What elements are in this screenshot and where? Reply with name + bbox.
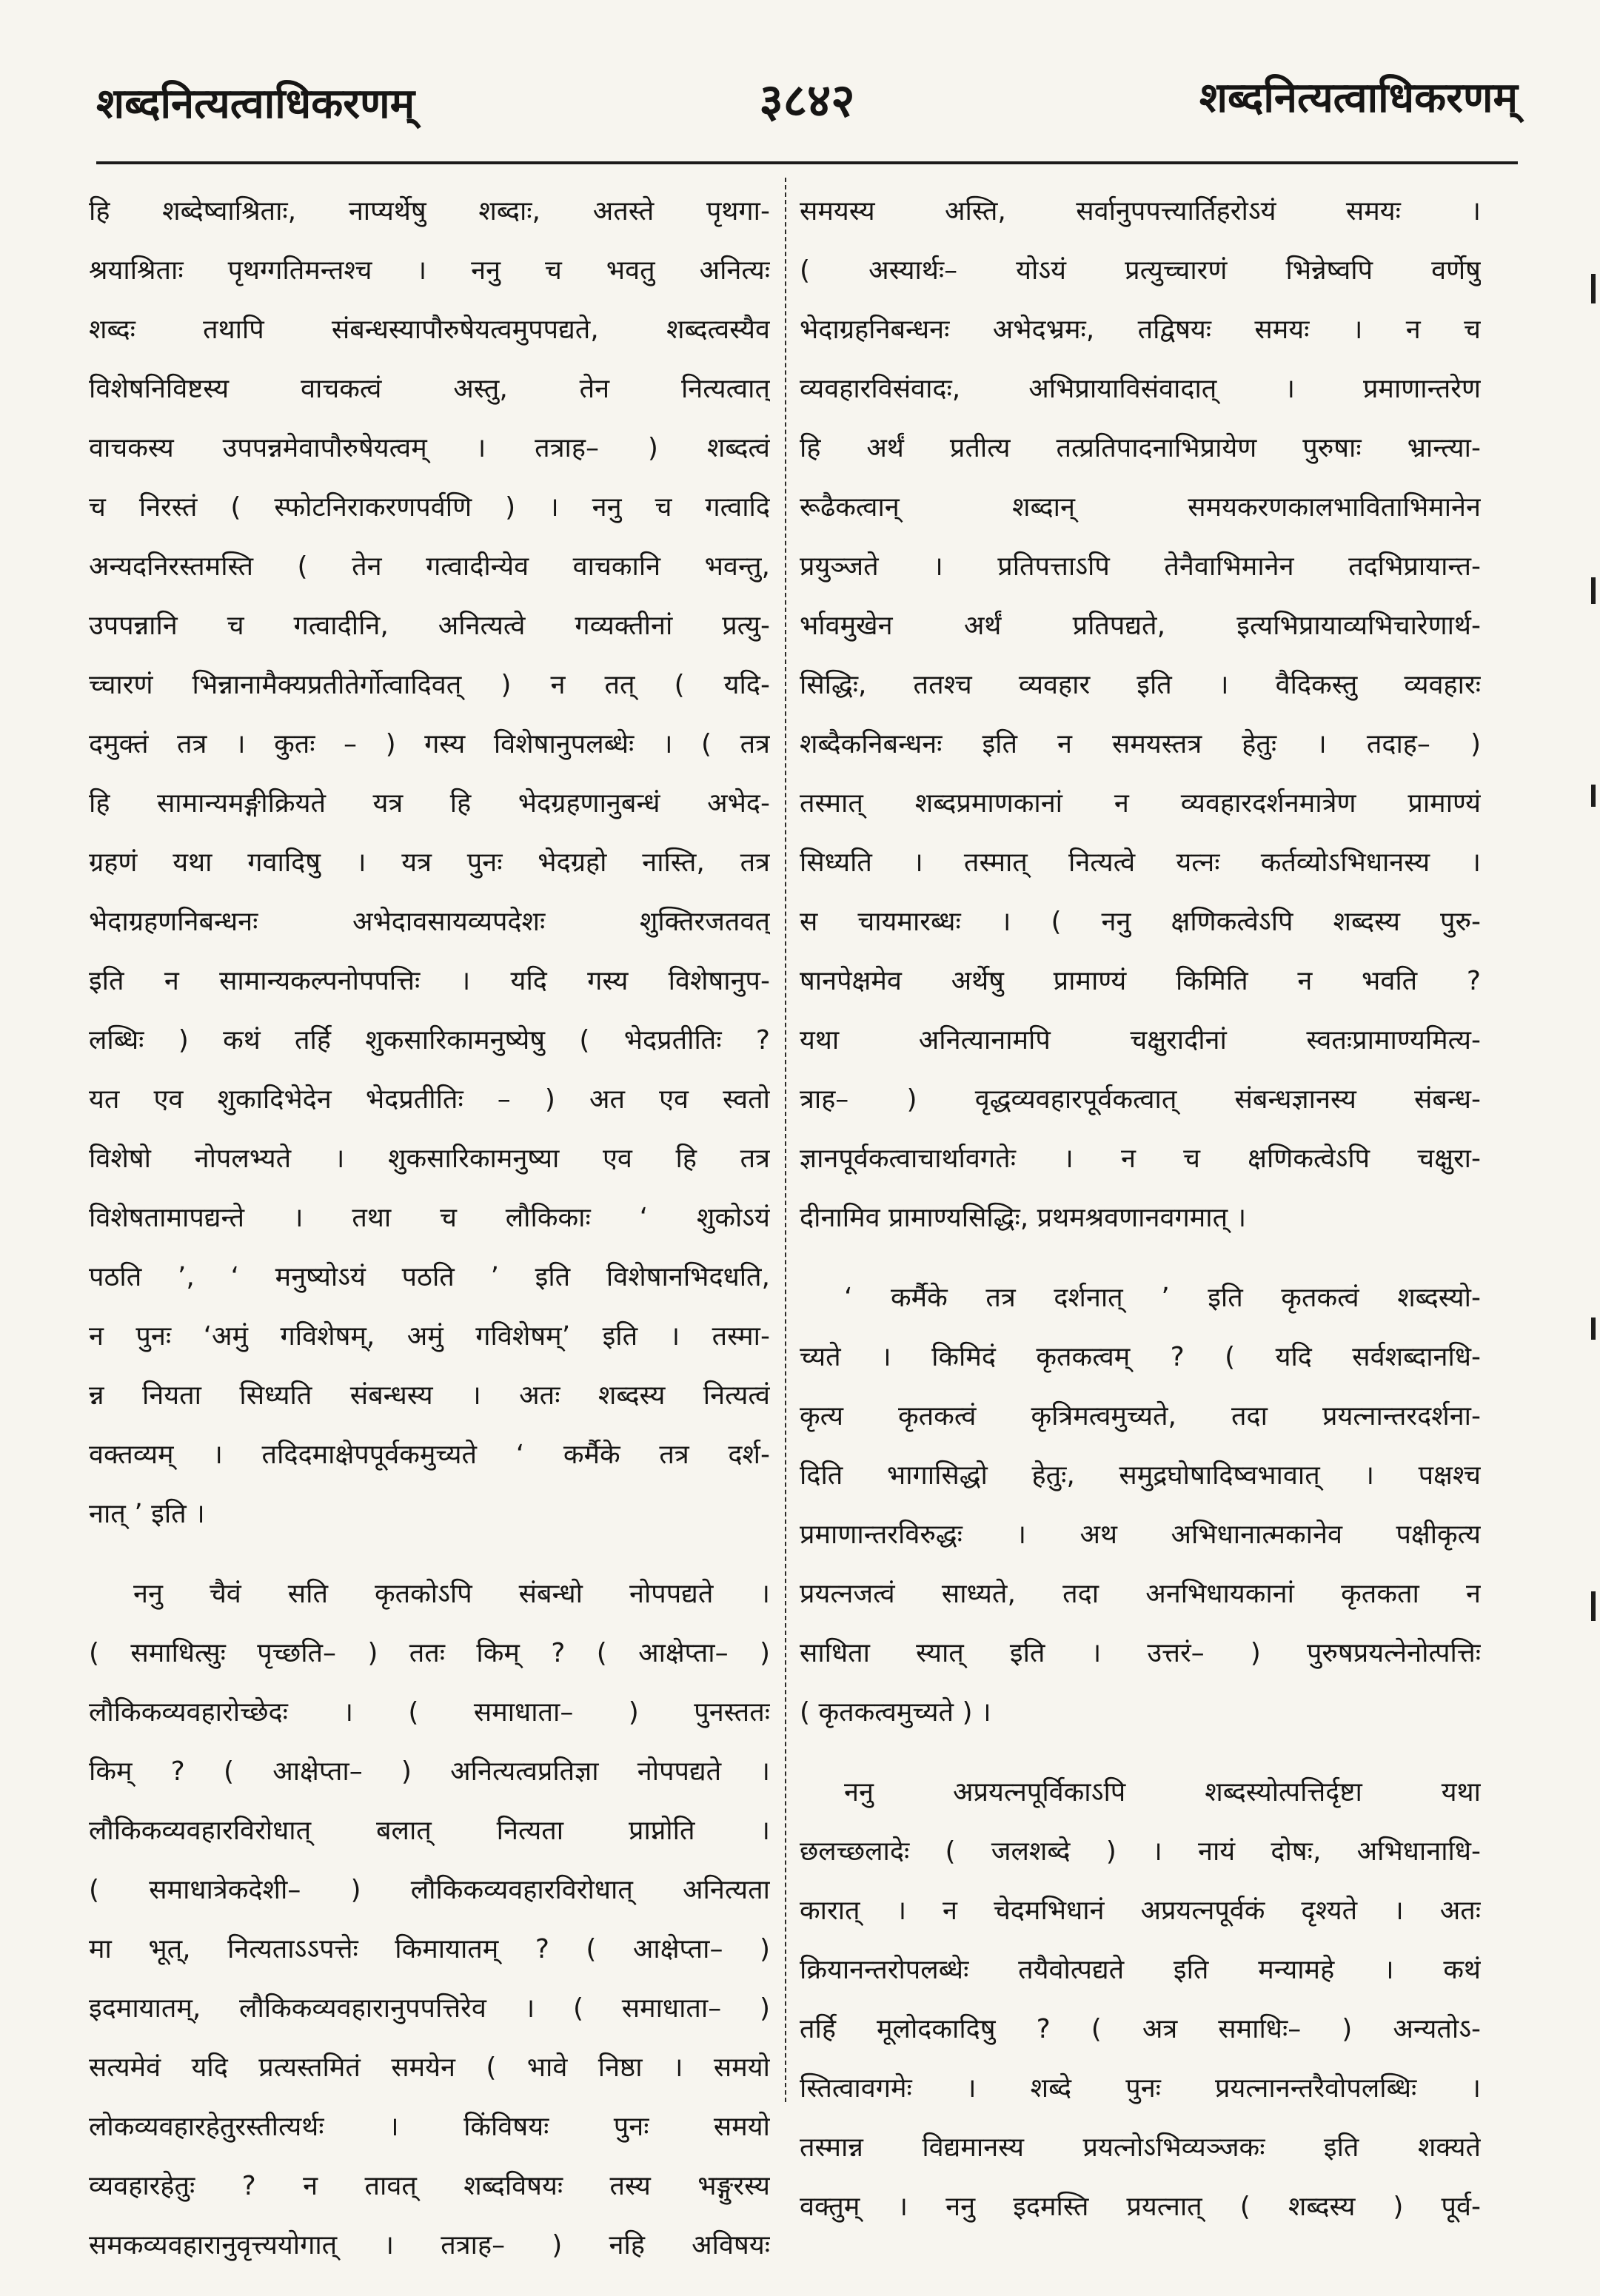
text-line: व्यवहारहेतुः ? न तावत् शब्दविषयः तस्य भङ्गुरस्य xyxy=(89,2171,770,2201)
text-line: भेदाग्रहणनिबन्धनः अभेदावसायव्यपदेशः शुक्तिरजतवत् xyxy=(89,907,770,937)
scan-mark xyxy=(1591,577,1596,604)
text-line: लब्धिः ) कथं तर्हि शुकसारिकामनुष्येषु ( भेदप्रतीतिः ? xyxy=(89,1025,770,1055)
left-paragraph-1 xyxy=(89,182,770,1544)
text-line: प्रयुञ्जते । प्रतिपत्ताऽपि तेनैवाभिमानेन तदभिप्रायान्त- xyxy=(800,551,1481,582)
text-line: षानपेक्षमेव अर्थेषु प्रामाण्यं किमिति न भवति ? xyxy=(800,966,1481,996)
scan-edge-marks xyxy=(1585,0,1600,2146)
text-line: तस्मान्न विद्यमानस्य प्रयत्नोऽभिव्यञ्जकः इति शक्यते xyxy=(800,2132,1481,2163)
text-line: न्न नियता सिध्यति संबन्धस्य । अतः शब्दस्य नित्यत्वं xyxy=(89,1380,770,1411)
text-line: ‘ कर्मैके तत्र दर्शनात् ’ इति कृतकत्वं शब्दस्यो- xyxy=(844,1283,1481,1313)
text-line: पठति ’, ‘ मनुष्योऽयं पठति ’ इति विशेषानभिदधति, xyxy=(89,1262,770,1292)
text-line: दमुक्तं तत्र । कुतः – ) गस्य विशेषानुपलब्धेः । ( तत्र xyxy=(89,729,770,759)
scan-mark xyxy=(1591,1317,1596,1340)
left-column xyxy=(89,182,770,2296)
text-line: हि सामान्यमङ्गीक्रियते यत्र हि भेदग्रहणानुबन्धं अभेद- xyxy=(89,788,770,819)
right-paragraph-1 xyxy=(800,182,1481,1248)
scan-mark xyxy=(1591,1591,1596,1621)
text-line: प्रयत्नजत्वं साध्यते, तदा अनभिधायकानां कृतकता न xyxy=(800,1579,1481,1609)
scan-mark xyxy=(1591,785,1596,807)
text-line: ( समाधित्सुः पृच्छति– ) ततः किम् ? ( आक्षेप्ता– ) xyxy=(89,1638,770,1668)
text-line: स चायमारब्धः । ( ननु क्षणिकत्वेऽपि शब्दस्य पुरु- xyxy=(800,907,1481,937)
text-line: हि शब्देष्वाश्रिताः, नाप्यर्थेषु शब्दाः, अतस्ते पृथगा- xyxy=(89,196,770,226)
text-line: इति न सामान्यकल्पनोपपत्तिः । यदि गस्य विशेषानुप- xyxy=(89,966,770,996)
text-line: समयस्य अस्ति, सर्वानुपपत्त्यार्तिहरोऽयं समयः । xyxy=(800,196,1481,226)
right-paragraph-3 xyxy=(800,1763,1481,2237)
text-line: ननु चैवं सति कृतकोऽपि संबन्धो नोपपद्यते । xyxy=(133,1579,770,1609)
text-line: त्राह– ) वृद्धव्यवहारपूर्वकत्वात् संबन्धज्ञानस्य संबन्ध- xyxy=(800,1084,1481,1115)
text-line: सिध्यति । तस्मात् नित्यत्वे यत्नः कर्तव्योऽभिधानस्य । xyxy=(800,847,1481,878)
text-line: कृत्य कृतकत्वं कृत्रिमत्वमुच्यते, तदा प्रयत्नान्तरदर्शना- xyxy=(800,1401,1481,1431)
text-line: शब्दैकनिबन्धनः इति न समयस्तत्र हेतुः । तदाह– ) xyxy=(800,729,1481,759)
text-line: रूढैकत्वान् शब्दान् समयकरणकालभाविताभिमानेन xyxy=(800,492,1481,523)
text-line: छलच्छलादेः ( जलशब्दे ) । नायं दोषः, अभिधानाधि- xyxy=(800,1836,1481,1867)
text-line: यत एव शुकादिभेदेन भेदप्रतीतिः – ) अत एव स्वतो xyxy=(89,1084,770,1115)
text-line: समकव्यवहारानुवृत्त्ययोगात् । तत्राह– ) नहि अविषयः xyxy=(89,2230,770,2260)
text-line: र्भावमुखेन अर्थं प्रतिपद्यते, इत्यभिप्रायाव्यभिचारेणार्थ- xyxy=(800,611,1481,641)
text-line: ( समाधात्रेकदेशी– ) लौकिकव्यवहारविरोधात् अनित्यता xyxy=(89,1875,770,1905)
left-paragraph-2 xyxy=(89,1565,770,2275)
text-line: क्रियानन्तरोपलब्धेः तयैवोत्पद्यते इति मन्यामहे । कथं xyxy=(800,1955,1481,1985)
text-line: स्तित्वावगमेः । शब्दे पुनः प्रयत्नानन्तरैवोपलब्धिः । xyxy=(800,2073,1481,2104)
text-line: दीनामिव प्रामाण्यसिद्धिः, प्रथमश्रवणानवगमात् । xyxy=(800,1203,1247,1233)
text-line: लौकिकव्यवहारविरोधात् बलात् नित्यता प्राप्नोति । xyxy=(89,1816,770,1846)
text-line: ( अस्यार्थः– योऽयं प्रत्युच्चारणं भिन्नेष्वपि वर्णेषु xyxy=(800,255,1481,286)
text-line: सिद्धिः, ततश्च व्यवहार इति । वैदिकस्तु व्यवहारः xyxy=(800,670,1481,700)
text-line: हि अर्थं प्रतीत्य तत्प्रतिपादनाभिप्रायेण पुरुषाः भ्रान्त्या- xyxy=(800,433,1481,463)
text-line: च निरस्तं ( स्फोटनिराकरणपर्वणि ) । ननु च गत्वादि xyxy=(89,492,770,523)
text-line: वक्तव्यम् । तदिदमाक्षेपपूर्वकमुच्यते ‘ कर्मैके तत्र दर्श- xyxy=(89,1440,770,1470)
text-line: शब्दः तथापि संबन्धस्यापौरुषेयत्वमुपपद्यते, शब्दत्वस्यैव xyxy=(89,315,770,345)
text-line: विशेषनिविष्टस्य वाचकत्वं अस्तु, तेन नित्यत्वात् xyxy=(89,374,770,404)
text-line: वाचकस्य उपपन्नमेवापौरुषेयत्वम् । तत्राह– ) शब्दत्वं xyxy=(89,433,770,463)
right-paragraph-2 xyxy=(800,1269,1481,1742)
text-line: श्रयाश्रिताः पृथग्गतिमन्तश्च । ननु च भवतु अनित्यः xyxy=(89,255,770,286)
scan-mark xyxy=(1591,274,1596,303)
text-line: प्रमाणान्तरविरुद्धः । अथ अभिधानात्मकानेव पक्षीकृत्य xyxy=(800,1520,1481,1550)
column-divider xyxy=(785,178,786,2102)
text-line: उपपन्नानि च गत्वादीनि, अनित्यत्वे गव्यक्तीनां प्रत्यु- xyxy=(89,611,770,641)
text-line: भेदाग्रहनिबन्धनः अभेदभ्रमः, तद्विषयः समयः । न च xyxy=(800,315,1481,345)
text-line: मा भूत्, नित्यताऽऽपत्तेः किमायातम् ? ( आक्षेप्ता– ) xyxy=(89,1934,770,1964)
text-line: न पुनः ‘अमुं गविशेषम्, अमुं गविशेषम्’ इति । तस्मा- xyxy=(89,1321,770,1352)
page-header xyxy=(96,68,1518,150)
text-line: विशेषो नोपलभ्यते । शुकसारिकामनुष्या एव हि तत्र xyxy=(89,1144,770,1174)
text-line: विशेषतामापद्यन्ते । तथा च लौकिकाः ‘ शुकोऽयं xyxy=(89,1203,770,1233)
text-line: ननु अप्रयत्नपूर्विकाऽपि शब्दस्योत्पत्तिर्दृष्टा यथा xyxy=(844,1777,1481,1807)
text-line: साधिता स्यात् इति । उत्तरं– ) पुरुषप्रयत्नेनोत्पत्तिः xyxy=(800,1638,1481,1668)
text-line: च्यते । किमिदं कृतकत्वम् ? ( यदि सर्वशब्दानधि- xyxy=(800,1342,1481,1372)
right-column xyxy=(800,182,1481,2258)
text-line: ज्ञानपूर्वकत्वाचार्थावगतेः । न च क्षणिकत्वेऽपि चक्षुरा- xyxy=(800,1144,1481,1174)
text-line: किम् ? ( आक्षेप्ता– ) अनित्यत्वप्रतिज्ञा नोपपद्यते । xyxy=(89,1756,770,1787)
text-line: तस्मात् शब्दप्रमाणकानां न व्यवहारदर्शनमात्रेण प्रामाण्यं xyxy=(800,788,1481,819)
text-line: लौकिकव्यवहारोच्छेदः । ( समाधाता– ) पुनस्ततः xyxy=(89,1697,770,1728)
text-line: यथा अनित्यानामपि चक्षुरादीनां स्वतःप्रामाण्यमित्य- xyxy=(800,1025,1481,1055)
text-line: दिति भागासिद्धो हेतुः, समुद्रघोषादिष्वभावात् । पक्षश्च xyxy=(800,1460,1481,1491)
text-line: कारात् । न चेदमभिधानं अप्रयत्नपूर्वकं दृश्यते । अतः xyxy=(800,1896,1481,1926)
running-title-left: शब्दनित्यत्वाधिकरणम् xyxy=(96,80,415,128)
text-line: ( कृतकत्वमुच्यते ) । xyxy=(800,1697,991,1728)
page-number: ३८४२ xyxy=(759,73,855,127)
text-line: सत्यमेवं यदि प्रत्यस्तमितं समयेन ( भावे निष्ठा । समयो xyxy=(89,2052,770,2083)
text-line: अन्यदनिरस्तमस्ति ( तेन गत्वादीन्येव वाचकानि भवन्तु, xyxy=(89,551,770,582)
text-line: च्चारणं भिन्नानामैक्यप्रतीतेर्गोत्वादिवत् ) न तत् ( यदि- xyxy=(89,670,770,700)
text-line: तर्हि मूलोदकादिषु ? ( अत्र समाधिः– ) अन्यतोऽ- xyxy=(800,2014,1481,2044)
header-rule xyxy=(96,161,1518,164)
text-line: व्यवहारविसंवादः, अभिप्रायाविसंवादात् । प्रमाणान्तरेण xyxy=(800,374,1481,404)
text-line: नात् ’ इति । xyxy=(89,1499,205,1529)
running-title-right: शब्दनित्यत्वाधिकरणम् xyxy=(1199,74,1518,122)
text-line: लोकव्यवहारहेतुरस्तीत्यर्थः । किंविषयः पुनः समयो xyxy=(89,2112,770,2142)
text-line: वक्तुम् । ननु इदमस्ति प्रयत्नात् ( शब्दस्य ) पूर्व- xyxy=(800,2192,1481,2222)
text-line: ग्रहणं यथा गवादिषु । यत्र पुनः भेदग्रहो नास्ति, तत्र xyxy=(89,847,770,878)
text-line: इदमायातम्, लौकिकव्यवहारानुपपत्तिरेव । ( समाधाता– ) xyxy=(89,1993,770,2024)
